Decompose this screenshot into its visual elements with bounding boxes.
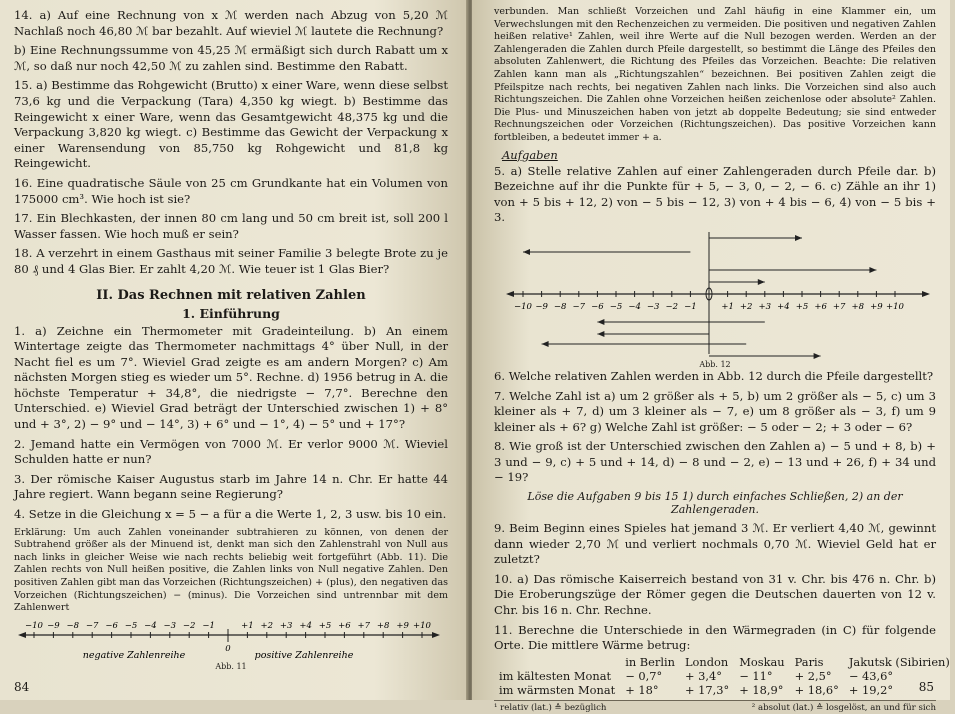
arrow-head <box>597 319 604 325</box>
table-header-berlin: in Berlin <box>625 654 675 669</box>
tick-label: +10 <box>413 620 431 631</box>
page-number-left: 84 <box>14 680 30 694</box>
exercise-6: 6. Welche relativen Zahlen werden in Abb. 12 durch die Pfeile dargestellt? <box>494 368 934 383</box>
table-header-jakutsk: Jakutsk (Sibirien) <box>848 654 950 669</box>
tick-label: −4 <box>628 301 641 312</box>
tick-label: +1 <box>241 620 254 631</box>
tick-label: +5 <box>318 620 332 631</box>
table-cell: + 17,3° <box>684 682 730 697</box>
number-line-figure <box>14 618 444 662</box>
tick-label: −5 <box>609 301 623 312</box>
tick-label: −7 <box>85 620 99 631</box>
tick-label: −8 <box>66 620 80 631</box>
table-cell: + 18,6° <box>794 682 839 697</box>
positive-series-label: positive Zahlenreihe <box>254 649 354 661</box>
tick-label: 0 <box>225 643 231 654</box>
tick-label: +3 <box>279 620 293 631</box>
exercise-14b: b) Eine Rechnungssumme von 45,25 ℳ ermäßigt sich durch Rabatt um x ℳ, so daß nur noch 42,50 ℳ zu zahlen sind. Bestimme den Rabatt. <box>14 43 448 73</box>
table-row <box>494 669 955 683</box>
tick-label: +8 <box>851 301 865 312</box>
exercise-3: 3. Der römische Kaiser Augustus starb im Jahre 14 n. Chr. Er hatte 44 Jahre regiert. Wann begann seine Regierung? <box>14 471 448 502</box>
exercise-9: 9. Beim Beginn eines Spieles hat jemand 3 ℳ. Er verliert 4,40 ℳ, gewinnt dann wieder 2,70 ℳ und verliert nochmals 0,70 ℳ. Wieviel Geld hat er zuletzt? <box>494 521 936 567</box>
table-cell: + 18° <box>625 682 659 697</box>
table-cell: + 18,9° <box>739 682 784 697</box>
tick-label: +6 <box>338 620 351 631</box>
figure-abb-11 <box>14 618 448 671</box>
section-title: 1. Einführung <box>182 305 280 321</box>
exercise-18: 18. A verzehrt in einem Gasthaus mit seiner Familie 3 belegte Brote zu je 80 ₰ und 4 Glas Bier. Er zahlt 4,20 ℳ. Wie teuer ist 1 Glas Bier? <box>14 246 448 276</box>
tick-label: −6 <box>591 301 604 312</box>
exercise-11: 11. Berechne die Unterschiede in den Wärmegraden (in C) für folgende Orte. Die mittlere Wärme betrug: <box>494 622 936 653</box>
exercise-10: 10. a) Das römische Kaiserreich bestand von 31 v. Chr. bis 476 n. Chr. b) Die Eroberungszüge der Römer gegen die Deutschen dauerten von 12 v. Chr. bis 16 n. Chr. Rechne. <box>494 571 936 618</box>
tick-label: −8 <box>553 301 567 312</box>
arrow-head <box>523 249 530 255</box>
arrow-head <box>542 341 549 347</box>
relative-numbers-intro: verbunden. Man schließt Vorzeichen und Zahl häufig in eine Klammer ein, um Verwechslungen mit den Rechenzeichen zu vermeiden. Die positiven und negativen Zahlen heißen relative¹ Zahlen, weil ihre Werte auf die Null bezogen werden. Werden an der Zahlengeraden die Zahlen durch Pfeile dargestellt, so bestimmt die Länge des Pfeiles den absoluten Zahlenwert, die Richtung des Pfeiles das Vorzeichen. Beachte: Die relativen Zahlen kann man als „Richtungszahlen“ bezeichnen. Bei positiven Zahlen zeigt die Pfeilspitze nach rechts, bei negativen Zahlen nach links. Die Vorzeichen sind also auch Richtungszeichen. Die Zahlen ohne Vorzeichen heißen zeichenlose oder absolute² Zahlen. Die Plus- und Minuszeichen haben von jetzt ab doppelte Bedeutung; sie sind entweder Rechnungszeichen oder Vorzeichen (Richtungszeichen). Das positive Vorzeichen kann fortbleiben, a bedeutet immer + a. <box>494 6 936 143</box>
tick-label: −6 <box>105 620 118 631</box>
tasks-heading: Aufgaben <box>502 147 558 162</box>
tick-label: +7 <box>357 620 371 631</box>
footnote-1: ¹ relativ (lat.) ≙ bezüglich <box>494 702 607 713</box>
arrow-head <box>758 279 765 285</box>
tick-label: +1 <box>721 301 734 312</box>
page-number-right: 85 <box>918 680 934 694</box>
tick-label: −9 <box>535 301 548 312</box>
tick-label: −3 <box>646 301 660 312</box>
left-page <box>0 0 468 700</box>
arrow-number-line-figure <box>494 230 934 360</box>
tick-label: −4 <box>144 620 157 631</box>
arrow-head <box>814 353 821 359</box>
right-page <box>472 0 950 713</box>
table-cell: − 0,7° <box>625 668 663 683</box>
tick-label: −7 <box>572 301 586 312</box>
exercise-15: 15. a) Bestimme das Rohgewicht (Brutto) x einer Ware, wenn diese selbst 73,6 kg und die Verpackung (Tara) 4,350 kg wiegt. b) Bestimme das Reingewicht x einer Ware, wenn das Gesamtgewicht 48,375 kg und die Verpackung 3,820 kg wiegt. c) Bestimme das Gewicht der Verpackung x einer Warensendung von 85,750 kg Rohgewicht und 81,8 kg Reingewicht. <box>14 78 448 171</box>
table-cell: − 11° <box>739 668 773 683</box>
tick-label: −10 <box>514 301 532 312</box>
table-cell: + 19,2° <box>848 682 894 697</box>
tick-label: +9 <box>396 620 409 631</box>
tick-label: −5 <box>124 620 138 631</box>
tick-label: +9 <box>870 301 883 312</box>
tick-label: +7 <box>832 301 846 312</box>
tick-label: −3 <box>163 620 177 631</box>
tick-label: +2 <box>739 301 753 312</box>
tick-label: +6 <box>814 301 827 312</box>
figure-abb-12 <box>494 230 936 369</box>
tick-label: +5 <box>795 301 809 312</box>
row-label-coldest: im kältesten Monat <box>499 668 612 683</box>
exercise-8-note: Löse die Aufgaben 9 bis 15 1) durch einfaches Schließen, 2) an der Zahlengeraden. <box>527 490 903 517</box>
table-row <box>494 683 955 697</box>
table-corner-cell <box>494 655 620 669</box>
tick-label: −1 <box>684 301 697 312</box>
tick-label: −1 <box>202 620 215 631</box>
temperature-table <box>494 655 955 697</box>
exercise-8: 8. Wie groß ist der Unterschied zwischen den Zahlen a) − 5 und + 8, b) + 3 und − 9, c) + 5 und + 14, d) − 8 und − 2, e) − 13 und + 26, f) + 34 und − 19? <box>494 439 936 485</box>
exercise-17: 17. Ein Blechkasten, der innen 80 cm lang und 50 cm breit ist, soll 200 l Wasser fassen. Wie hoch muß er sein? <box>14 211 448 241</box>
table-cell: + 2,5° <box>794 668 832 683</box>
tick-label: −10 <box>25 620 43 631</box>
right-arrowhead <box>432 632 440 638</box>
exercise-16: 16. Eine quadratische Säule von 25 cm Grundkante hat ein Volumen von 175000 cm³. Wie hoch ist sie? <box>14 175 448 206</box>
chapter-title: II. Das Rechnen mit relativen Zahlen <box>96 287 366 303</box>
tick-label: +8 <box>376 620 390 631</box>
table-header-row <box>494 655 955 669</box>
arrow-head <box>597 331 604 337</box>
figure-caption-abb-11: Abb. 11 <box>215 661 247 671</box>
tick-label: +3 <box>758 301 772 312</box>
footnotes <box>494 700 936 714</box>
table-header-paris: Paris <box>794 654 824 669</box>
explanation-text: Erklärung: Um auch Zahlen voneinander subtrahieren zu können, von denen der Subtrahend größer als der Minuend ist, denkt man sich den Zahlenstrahl von Null aus nach links in gleicher Weise wie nach rechts beliebig weit fortgeführt (Abb. 11). Die Zahlen rechts von Null heißen positive, die Zahlen links von Null negative Zahlen. Den positiven Zahlen gibt man das Vorzeichen (Richtungszeichen) + (plus), den negativen das Vorzeichen (Richtungszeichen) − (minus). Die Vorzeichen sind untrennbar mit dem Zahlenwert <box>14 526 448 614</box>
arrow-head <box>869 267 876 273</box>
exercise-7: 7. Welche Zahl ist a) um 2 größer als + 5, b) um 2 größer als − 5, c) um 3 kleiner als + 7, d) um 3 kleiner als − 7, e) um 8 größer als − 3, f) um 9 kleiner als + 6? g) Welche Zahl ist größer: − 5 oder − 2; + 3 oder − 6? <box>494 388 936 434</box>
tick-label: +2 <box>260 620 274 631</box>
tick-label: −9 <box>47 620 60 631</box>
exercise-14a: 14. a) Auf eine Rechnung von x ℳ werden nach Abzug von 5,20 ℳ Nachlaß noch 46,80 ℳ bar bezahlt. Auf wieviel ℳ lautete die Rechnung? <box>14 8 448 38</box>
exercise-5: 5. a) Stelle relative Zahlen auf einer Zahlengeraden durch Pfeile dar. b) Bezeichne auf ihr die Punkte für + 5, − 3, 0, − 2, − 6. c) Zähle an ihr 1) von + 5 bis + 12, 2) von − 5 bis − 12, 3) von + 4 bis − 6, 4) von − 5 bis + 3. <box>494 163 936 225</box>
exercise-1: 1. a) Zeichne ein Thermometer mit Gradeinteilung. b) An einem Wintertage zeigte das Thermometer nachmittags 4° über Null, in der Nacht fiel es um 7°. Wieviel Grad zeigte es am andern Morgen? c) Am nächsten Morgen stieg es wieder um 5°. Rechne. d) 1956 betrug in A. die höchste Temperatur + 34,8°, die niedrigste − 7,7°. Berechne den Unterschied. e) Wieviel Grad beträgt der Unterschied zwischen 1) + 8° und + 3°, 2) − 9° und − 14°, 3) + 6° und − 1°, 4) − 5° und + 17°? <box>14 323 448 432</box>
table-header-moskau: Moskau <box>739 654 785 669</box>
tick-label: −2 <box>182 620 196 631</box>
exercise-2: 2. Jemand hatte ein Vermögen von 7000 ℳ. Er verlor 9000 ℳ. Wieviel Schulden hatte er nun? <box>14 436 448 467</box>
left-arrowhead-12 <box>506 291 514 297</box>
arrow-head <box>795 235 802 241</box>
negative-series-label: negative Zahlenreihe <box>82 649 186 661</box>
tick-label: −2 <box>665 301 679 312</box>
table-cell: + 3,4° <box>684 668 722 683</box>
tick-label: +4 <box>299 620 312 631</box>
exercise-4: 4. Setze in die Gleichung x = 5 − a für a die Werte 1, 2, 3 usw. bis 10 ein. <box>14 507 447 522</box>
tick-label: +4 <box>777 301 790 312</box>
left-arrowhead <box>18 632 26 638</box>
footnote-2: ² absolut (lat.) ≙ losgelöst, an und für sich <box>751 702 936 713</box>
tick-label: +10 <box>886 301 904 312</box>
table-cell: − 43,6° <box>848 668 894 683</box>
table-header-london: London <box>684 654 729 669</box>
figure-caption-abb-12: Abb. 12 <box>699 359 731 369</box>
row-label-warmest: im wärmsten Monat <box>499 682 616 697</box>
right-arrowhead-12 <box>922 291 930 297</box>
